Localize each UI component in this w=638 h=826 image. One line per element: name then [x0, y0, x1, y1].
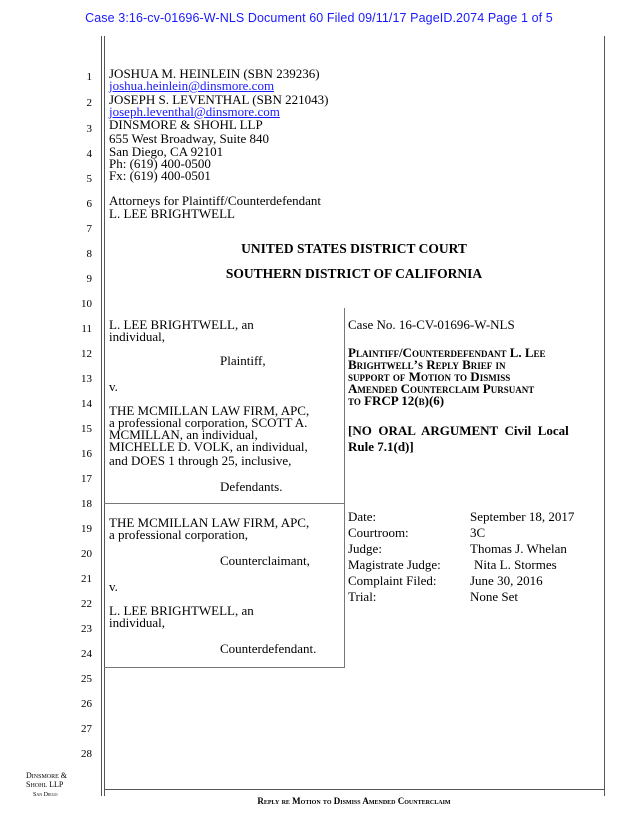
line-number: 3	[86, 123, 92, 135]
caption-mid-rule	[104, 503, 344, 504]
attorneys-for: Attorneys for Plaintiff/Counterdefendant	[109, 193, 322, 208]
line-number: 26	[81, 698, 92, 710]
detail-label: Date:	[348, 509, 377, 524]
footer-firm-line-1: Dinsmore &	[26, 771, 68, 780]
line-number: 22	[81, 598, 92, 610]
line-number: 2	[86, 97, 92, 109]
left-margin-rule-inner	[104, 36, 105, 796]
left-margin-rule-outer	[101, 36, 102, 796]
footer-rule	[104, 789, 604, 790]
caption-divider	[344, 308, 345, 668]
line-number: 21	[81, 573, 92, 585]
defendant-line-5: and DOES 1 through 25, inclusive,	[109, 453, 292, 468]
no-oral-argument-line-1: [NO ORAL ARGUMENT Civil Local	[348, 423, 569, 438]
footer-firm-line-2: Shohl LLP	[26, 780, 64, 789]
plaintiff-desc: individual,	[109, 329, 165, 344]
line-number: 12	[81, 348, 92, 360]
counsel-email-1[interactable]: joshua.heinlein@dinsmore.com	[109, 78, 275, 93]
client-name: L. LEE BRIGHTWELL	[109, 206, 235, 221]
detail-label: Judge:	[348, 541, 382, 556]
court-name: UNITED STATES DISTRICT COURT	[241, 241, 467, 256]
header-stamp: Case 3:16-cv-01696-W-NLS Document 60 Filed 09/11/17 PageID.2074 Page 1 of 5	[85, 11, 553, 25]
counsel-email-2[interactable]: joseph.leventhal@dinsmore.com	[109, 104, 280, 119]
line-number: 6	[86, 198, 92, 210]
line-number: 25	[81, 673, 92, 685]
document-title-line-2: Brightwell’s Reply Brief in	[348, 357, 506, 372]
document-title-line-1: Plaintiff/Counterdefendant L. Lee	[348, 345, 546, 360]
counterdefendant-role: Counterdefendant.	[220, 641, 317, 656]
defendant-role: Defendants.	[220, 479, 283, 494]
counterclaimant-line-2: a professional corporation,	[109, 527, 248, 542]
line-number: 23	[81, 623, 92, 635]
footer-title: Reply re Motion to Dismiss Amended Counterclaim	[257, 796, 451, 806]
defendant-line-3: MCMILLAN, an individual,	[109, 427, 258, 442]
firm-name: DINSMORE & SHOHL LLP	[109, 117, 263, 132]
court-district: SOUTHERN DISTRICT OF CALIFORNIA	[225, 266, 483, 281]
detail-label: Complaint Filed:	[348, 573, 437, 588]
line-number: 19	[81, 523, 92, 535]
defendant-line-1: THE MCMILLAN LAW FIRM, APC,	[109, 403, 310, 418]
detail-label: Courtroom:	[348, 525, 409, 540]
line-number: 10	[81, 298, 92, 310]
line-number: 8	[86, 248, 92, 260]
line-number: 11	[81, 323, 92, 335]
line-number: 27	[81, 723, 92, 735]
line-number: 5	[86, 173, 92, 185]
versus-1: v.	[109, 379, 118, 394]
counterdefendant-line-1: L. LEE BRIGHTWELL, an	[109, 603, 254, 618]
line-number: 14	[81, 398, 92, 410]
no-oral-argument-line-2: Rule 7.1(d)]	[348, 439, 414, 454]
firm-address-2: San Diego, CA 92101	[109, 144, 224, 159]
firm-phone: Ph: (619) 400-0500	[109, 156, 211, 171]
detail-value: June 30, 2016	[470, 573, 543, 588]
case-number: Case No. 16-CV-01696-W-NLS	[348, 317, 515, 332]
line-number: 7	[86, 223, 92, 235]
line-number: 13	[81, 373, 92, 385]
counterclaimant-line-1: THE MCMILLAN LAW FIRM, APC,	[109, 515, 310, 530]
document-title-line-4: Amended Counterclaim Pursuant	[348, 381, 535, 396]
detail-value: None Set	[470, 589, 519, 604]
firm-fax: Fx: (619) 400-0501	[109, 168, 211, 183]
defendant-line-4: MICHELLE D. VOLK, an individual,	[109, 439, 308, 454]
document-title-line-5: to FRCP 12(b)(6)	[348, 393, 445, 408]
line-number: 9	[86, 273, 92, 285]
counterclaimant-role: Counterclaimant,	[220, 553, 310, 568]
plaintiff-role: Plaintiff,	[220, 353, 266, 368]
footer-firm-line-3: San Diego	[33, 792, 58, 798]
detail-value: September 18, 2017	[470, 509, 575, 524]
detail-value: Thomas J. Whelan	[470, 541, 567, 556]
line-number: 20	[81, 548, 92, 560]
detail-label: Trial:	[348, 589, 377, 604]
line-number: 15	[81, 423, 92, 435]
detail-label: Magistrate Judge:	[348, 557, 441, 572]
counsel-name-2: JOSEPH S. LEVENTHAL (SBN 221043)	[109, 92, 329, 107]
caption-bottom-rule	[104, 667, 344, 668]
line-number: 1	[86, 71, 92, 83]
versus-2: v.	[109, 579, 118, 594]
line-number: 17	[81, 473, 92, 485]
counterdefendant-line-2: individual,	[109, 615, 165, 630]
defendant-line-2: a professional corporation, SCOTT A.	[109, 415, 308, 430]
line-number: 28	[81, 748, 92, 760]
line-number: 4	[86, 148, 92, 160]
plaintiff-name: L. LEE BRIGHTWELL, an	[109, 317, 254, 332]
line-number: 18	[81, 498, 92, 510]
detail-value: 3C	[470, 525, 486, 540]
line-number: 24	[81, 648, 92, 660]
counsel-name-1: JOSHUA M. HEINLEIN (SBN 239236)	[109, 66, 320, 81]
detail-value: Nita L. Stormes	[474, 557, 557, 572]
firm-address-1: 655 West Broadway, Suite 840	[109, 131, 269, 146]
document-title-line-3: support of Motion to Dismiss	[348, 369, 511, 384]
line-number: 16	[81, 448, 92, 460]
right-margin-rule	[604, 36, 605, 796]
